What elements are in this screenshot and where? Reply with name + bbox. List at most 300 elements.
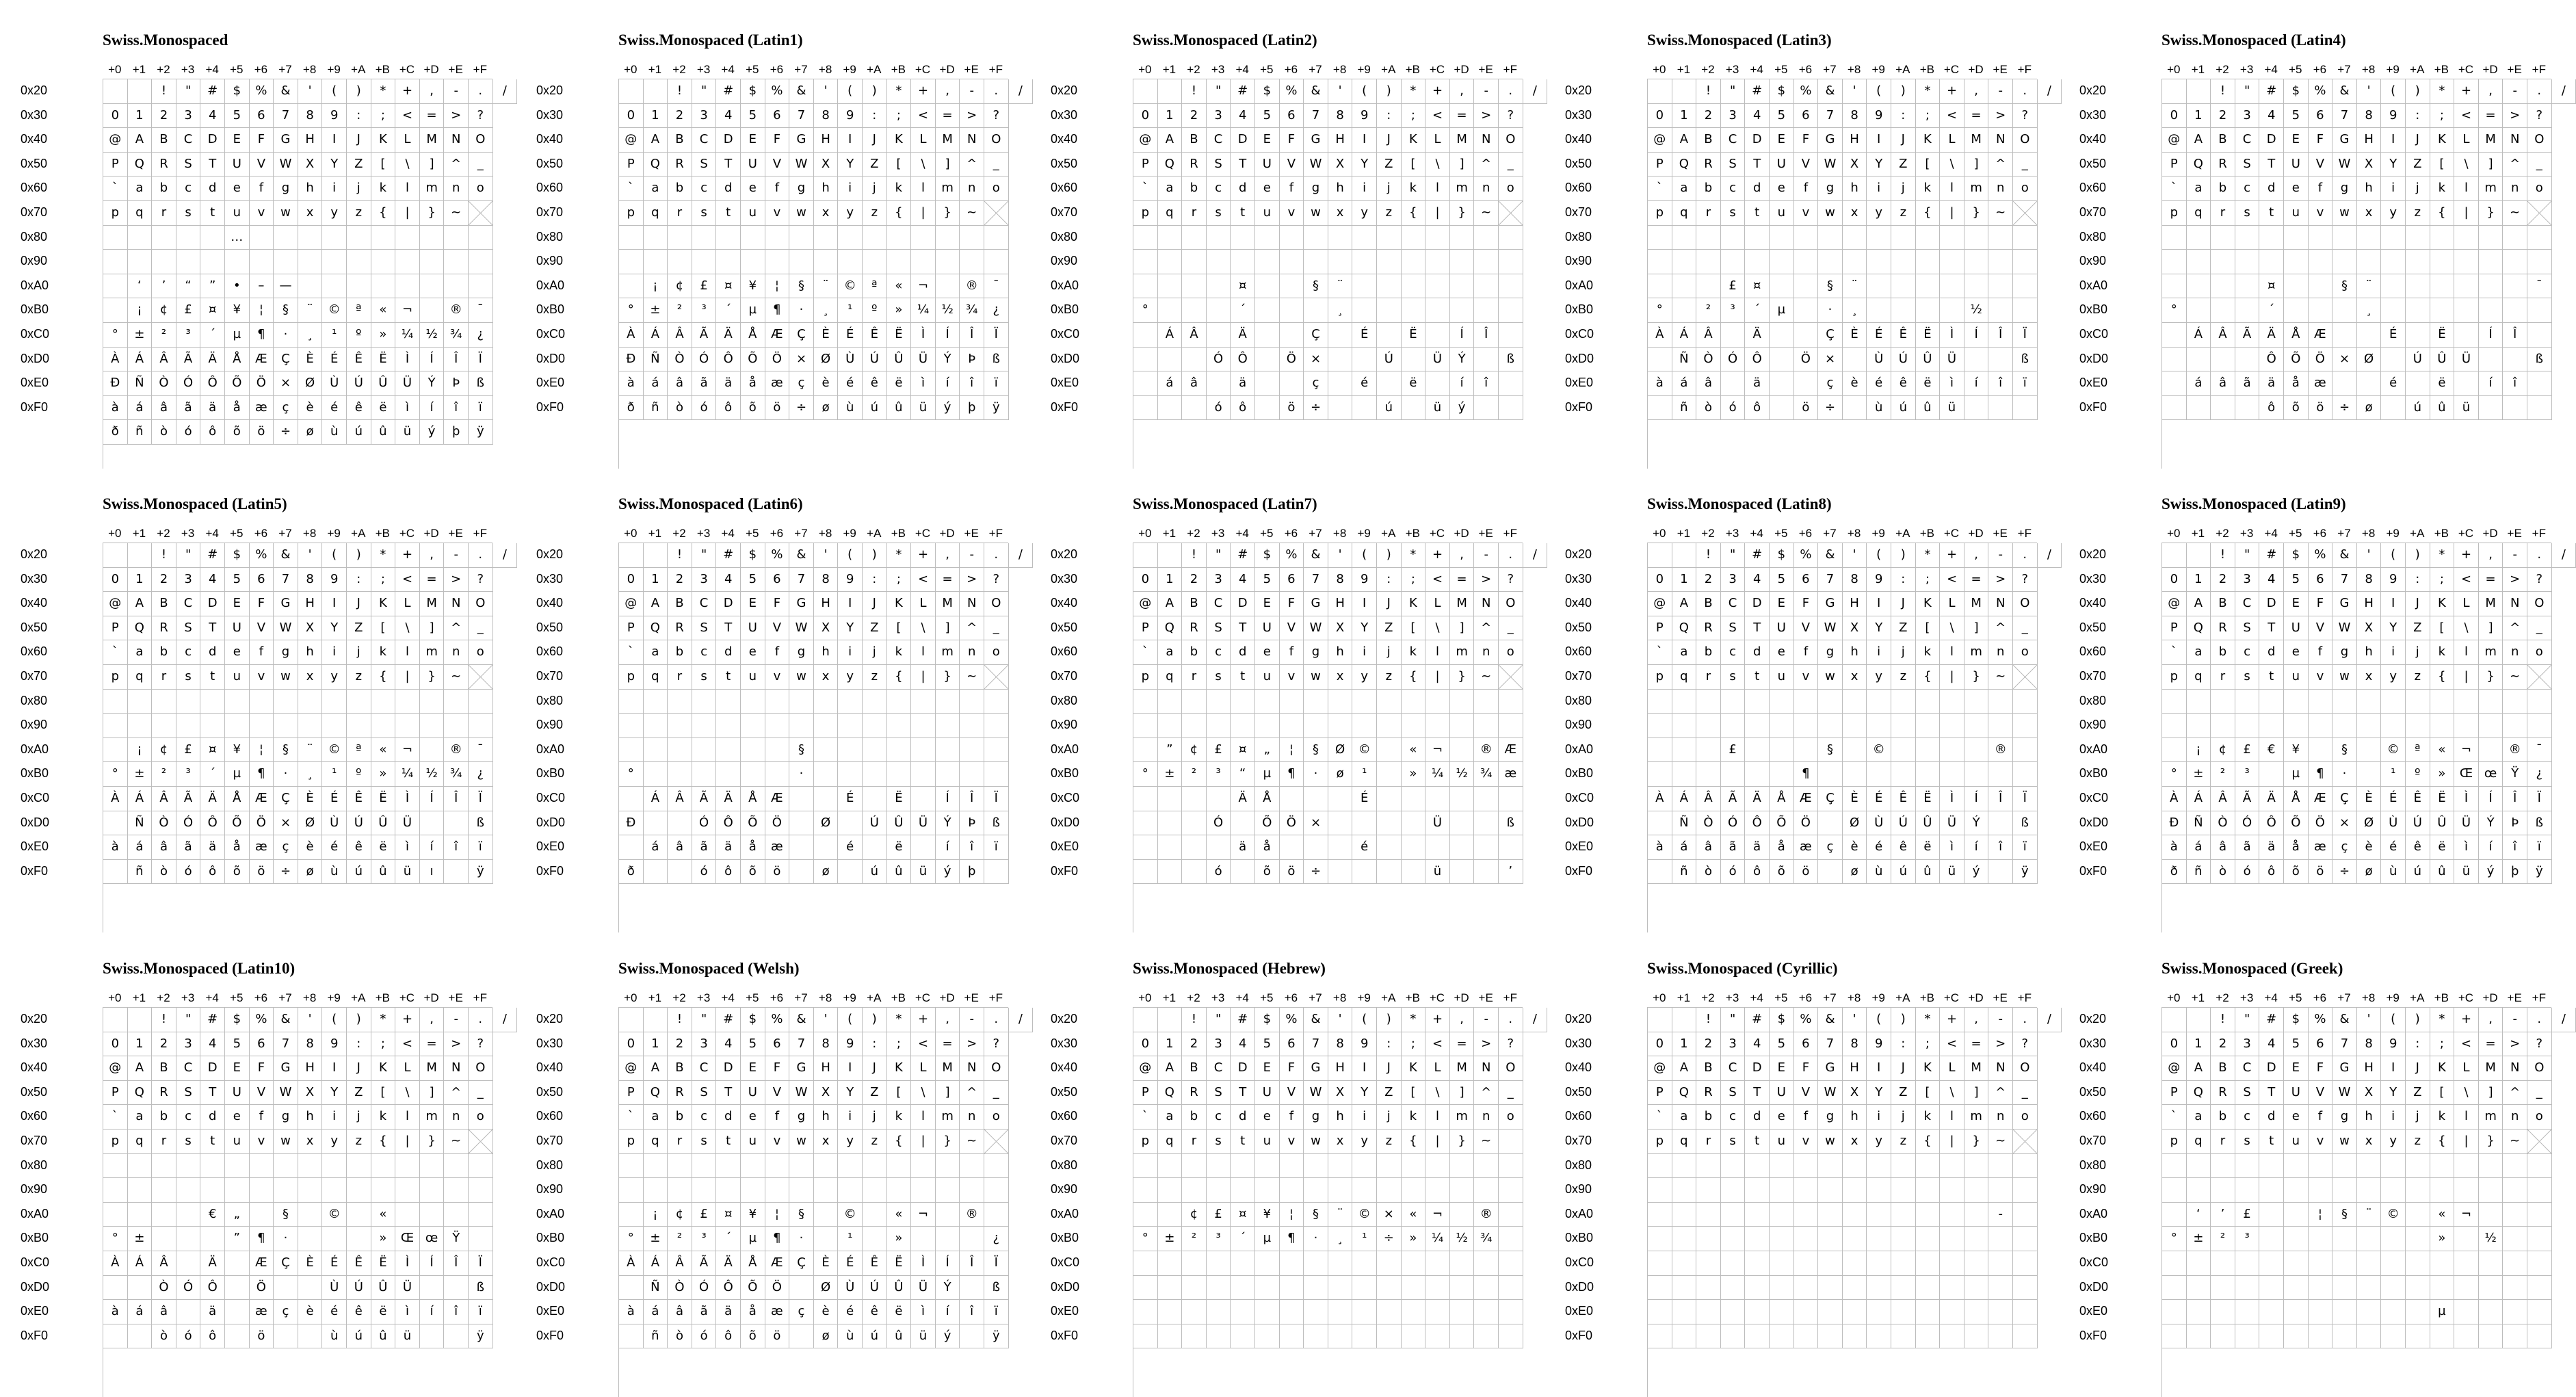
glyph-cell: · bbox=[1304, 762, 1328, 787]
glyph-cell bbox=[1352, 811, 1377, 836]
glyph-cell: c bbox=[176, 1105, 201, 1130]
column-header: +1 bbox=[1672, 62, 1696, 77]
glyph-cell: « bbox=[2430, 1203, 2455, 1227]
column-header: +7 bbox=[1817, 526, 1842, 541]
glyph-cell bbox=[1940, 274, 1964, 299]
glyph-cell bbox=[298, 226, 323, 250]
glyph-cell bbox=[1133, 787, 1158, 811]
glyph-cell bbox=[1988, 811, 2013, 836]
glyph-cell: { bbox=[1402, 201, 1426, 226]
glyph-cell: > bbox=[444, 104, 469, 129]
glyph-cell: P bbox=[2162, 1081, 2187, 1106]
glyph-cell: L bbox=[1425, 128, 1450, 153]
glyph-cell: g bbox=[1818, 177, 1843, 201]
glyph-cell: X bbox=[2357, 1081, 2382, 1106]
glyph-cell: s bbox=[1207, 201, 1231, 226]
row-label: 0x80 bbox=[536, 1153, 615, 1178]
glyph-grid bbox=[1133, 1007, 1523, 1397]
glyph-cell bbox=[1964, 1154, 1989, 1179]
glyph-cell bbox=[1648, 1251, 1672, 1276]
glyph-cell: b bbox=[668, 1105, 692, 1130]
column-header: +8 bbox=[1328, 991, 1352, 1006]
glyph-cell: Z bbox=[347, 153, 371, 177]
glyph-cell bbox=[128, 1008, 153, 1032]
row-label: 0x60 bbox=[1565, 1104, 1644, 1129]
glyph-cell: í bbox=[936, 835, 960, 860]
glyph-cell bbox=[960, 1324, 984, 1349]
glyph-cell: J bbox=[2406, 128, 2430, 153]
glyph-cell: & bbox=[2332, 79, 2357, 104]
glyph-cell: q bbox=[1672, 201, 1697, 226]
glyph-cell bbox=[250, 1203, 274, 1227]
glyph-cell bbox=[1450, 298, 1475, 323]
glyph-cell: ? bbox=[2527, 1032, 2552, 1057]
glyph-cell: ' bbox=[814, 1008, 839, 1032]
glyph-cell: Æ bbox=[765, 787, 790, 811]
glyph-cell bbox=[1721, 690, 1746, 714]
column-header: +1 bbox=[2186, 62, 2211, 77]
glyph-cell: m bbox=[1450, 640, 1475, 665]
glyph-cell: d bbox=[1745, 640, 1770, 665]
glyph-cell: r bbox=[668, 1130, 692, 1154]
glyph-cell: Ü bbox=[911, 811, 936, 836]
glyph-cell: Ì bbox=[395, 787, 420, 811]
glyph-cell bbox=[395, 1178, 420, 1203]
glyph-cell: C bbox=[2235, 1056, 2260, 1081]
glyph-cell: N bbox=[1988, 1056, 2013, 1081]
glyph-cell bbox=[1280, 690, 1304, 714]
glyph-cell: ¡ bbox=[644, 1203, 668, 1227]
glyph-cell: ° bbox=[103, 323, 128, 348]
table-title: Swiss.Monospaced bbox=[103, 31, 228, 50]
glyph-cell: ÷ bbox=[789, 396, 814, 421]
glyph-cell: ß bbox=[984, 811, 1009, 836]
glyph-cell bbox=[2357, 738, 2382, 763]
row-label: 0x30 bbox=[1565, 1032, 1644, 1056]
glyph-cell: q bbox=[128, 665, 153, 690]
row-label: 0x40 bbox=[2079, 1056, 2158, 1080]
glyph-cell: 1 bbox=[2187, 568, 2211, 592]
glyph-cell: Ñ bbox=[1672, 348, 1697, 372]
glyph-cell bbox=[1721, 1154, 1746, 1179]
glyph-cell: * bbox=[2430, 79, 2455, 104]
glyph-cell: l bbox=[395, 640, 420, 665]
glyph-cell bbox=[2211, 1276, 2235, 1301]
glyph-cell bbox=[1721, 762, 1746, 787]
glyph-cell: ½ bbox=[936, 298, 960, 323]
glyph-cell: ì bbox=[2454, 835, 2479, 860]
glyph-cell: ¢ bbox=[152, 298, 176, 323]
glyph-cell: õ bbox=[2284, 860, 2309, 885]
glyph-cell bbox=[984, 1203, 1009, 1227]
glyph-cell bbox=[1648, 762, 1672, 787]
glyph-cell: F bbox=[765, 128, 790, 153]
glyph-cell: 0 bbox=[1133, 568, 1158, 592]
row-label: 0xE0 bbox=[1051, 835, 1129, 859]
column-header: +D bbox=[419, 991, 444, 1006]
glyph-cell: ä bbox=[716, 1300, 741, 1324]
glyph-cell: . bbox=[984, 1008, 1009, 1032]
glyph-cell bbox=[1648, 1178, 1672, 1203]
row-label: 0x80 bbox=[1051, 1153, 1129, 1178]
glyph-cell: 4 bbox=[200, 104, 225, 129]
glyph-cell: < bbox=[1940, 1032, 1964, 1057]
glyph-cell bbox=[1231, 1276, 1255, 1301]
glyph-cell bbox=[668, 690, 692, 714]
glyph-cell: 0 bbox=[1648, 104, 1672, 129]
glyph-cell bbox=[1450, 1300, 1475, 1324]
glyph-cell bbox=[2309, 1276, 2333, 1301]
column-header: +7 bbox=[1817, 991, 1842, 1006]
glyph-cell: 0 bbox=[619, 1032, 644, 1057]
glyph-cell: D bbox=[2259, 128, 2284, 153]
glyph-cell: b bbox=[2211, 640, 2235, 665]
glyph-cell bbox=[1770, 1300, 1794, 1324]
glyph-table bbox=[2079, 495, 2545, 919]
glyph-cell: _ bbox=[984, 153, 1009, 177]
column-header: +0 bbox=[618, 526, 643, 541]
glyph-cell bbox=[960, 690, 984, 714]
glyph-cell: [ bbox=[371, 153, 396, 177]
glyph-cell bbox=[1940, 738, 1964, 763]
glyph-cell bbox=[1843, 690, 1867, 714]
glyph-cell: { bbox=[1916, 201, 1941, 226]
glyph-cell bbox=[1450, 274, 1475, 299]
glyph-cell: T bbox=[716, 616, 741, 641]
glyph-cell: W bbox=[2332, 153, 2357, 177]
glyph-cell bbox=[2259, 1324, 2284, 1349]
glyph-cell bbox=[2454, 226, 2479, 250]
glyph-cell: q bbox=[1158, 1130, 1183, 1154]
glyph-cell bbox=[1425, 371, 1450, 396]
glyph-cell: 5 bbox=[2284, 104, 2309, 129]
glyph-cell: h bbox=[814, 177, 839, 201]
glyph-cell: 2 bbox=[1696, 104, 1721, 129]
glyph-cell: o bbox=[1499, 177, 1523, 201]
glyph-cell: u bbox=[741, 1130, 765, 1154]
glyph-cell: 6 bbox=[1280, 104, 1304, 129]
glyph-cell bbox=[1843, 762, 1867, 787]
glyph-cell: Ó bbox=[1721, 811, 1746, 836]
glyph-table bbox=[536, 959, 1001, 1383]
glyph-cell: ^ bbox=[444, 616, 469, 641]
glyph-cell: ? bbox=[984, 1032, 1009, 1057]
glyph-cell: Ä bbox=[200, 348, 225, 372]
glyph-cell: ù bbox=[322, 860, 347, 885]
column-header: +B bbox=[1915, 526, 1940, 541]
glyph-cell: + bbox=[395, 1008, 420, 1032]
glyph-cell: ; bbox=[371, 104, 396, 129]
glyph-cell bbox=[863, 835, 887, 860]
glyph-cell bbox=[765, 1154, 790, 1179]
glyph-cell bbox=[619, 226, 644, 250]
glyph-cell bbox=[1818, 1178, 1843, 1203]
glyph-cell: Z bbox=[863, 1081, 887, 1106]
column-header: +A bbox=[1376, 62, 1401, 77]
row-label: 0xD0 bbox=[2079, 1275, 2158, 1300]
glyph-cell bbox=[128, 1324, 153, 1349]
glyph-cell: º bbox=[347, 323, 371, 348]
glyph-cell bbox=[2454, 1227, 2479, 1251]
glyph-cell bbox=[1843, 1178, 1867, 1203]
column-header: +5 bbox=[2283, 526, 2308, 541]
glyph-cell: Ï bbox=[984, 787, 1009, 811]
glyph-cell: ÷ bbox=[274, 860, 298, 885]
glyph-cell bbox=[2235, 396, 2260, 421]
glyph-cell bbox=[2332, 1178, 2357, 1203]
glyph-cell: _ bbox=[1499, 616, 1523, 641]
glyph-cell: ^ bbox=[2503, 153, 2527, 177]
row-label: 0x20 bbox=[21, 543, 99, 567]
glyph-cell: I bbox=[1352, 128, 1377, 153]
glyph-cell: ß bbox=[2527, 348, 2552, 372]
glyph-cell bbox=[1818, 1276, 1843, 1301]
glyph-cell bbox=[1964, 690, 1989, 714]
glyph-cell bbox=[887, 690, 912, 714]
glyph-cell: f bbox=[2309, 177, 2333, 201]
glyph-cell: ¢ bbox=[2211, 738, 2235, 763]
glyph-cell: ! bbox=[668, 543, 692, 568]
glyph-cell: | bbox=[2454, 1130, 2479, 1154]
glyph-cell: · bbox=[789, 762, 814, 787]
glyph-cell: k bbox=[1402, 177, 1426, 201]
glyph-cell: Æ bbox=[2309, 323, 2333, 348]
glyph-cell: þ bbox=[2503, 860, 2527, 885]
column-header: +0 bbox=[618, 991, 643, 1006]
glyph-cell: Z bbox=[1891, 1081, 1916, 1106]
glyph-cell: » bbox=[887, 298, 912, 323]
glyph-cell: } bbox=[936, 1130, 960, 1154]
glyph-cell: [ bbox=[371, 1081, 396, 1106]
glyph-cell bbox=[1916, 690, 1941, 714]
column-header: +4 bbox=[1230, 62, 1254, 77]
glyph-cell bbox=[668, 1178, 692, 1203]
glyph-cell bbox=[128, 1276, 153, 1301]
column-header: +F bbox=[984, 991, 1008, 1006]
glyph-cell: * bbox=[1402, 543, 1426, 568]
glyph-cell: â bbox=[1182, 371, 1207, 396]
glyph-cell bbox=[2013, 1251, 2038, 1276]
glyph-cell: N bbox=[444, 128, 469, 153]
row-label: 0x40 bbox=[2079, 127, 2158, 152]
glyph-cell bbox=[1377, 811, 1402, 836]
glyph-cell bbox=[469, 1203, 493, 1227]
glyph-cell bbox=[1474, 1178, 1499, 1203]
glyph-cell: Ô bbox=[200, 1276, 225, 1301]
glyph-cell: r bbox=[152, 665, 176, 690]
glyph-cell: ¾ bbox=[444, 323, 469, 348]
glyph-cell: q bbox=[128, 1130, 153, 1154]
glyph-cell: / bbox=[2552, 79, 2576, 104]
glyph-cell: 6 bbox=[765, 1032, 790, 1057]
glyph-cell: E bbox=[2284, 592, 2309, 616]
glyph-cell bbox=[1940, 226, 1964, 250]
glyph-cell bbox=[2162, 1008, 2187, 1032]
glyph-cell bbox=[1474, 811, 1499, 836]
glyph-cell: ñ bbox=[128, 860, 153, 885]
glyph-cell: ¤ bbox=[716, 1203, 741, 1227]
glyph-cell bbox=[152, 1154, 176, 1179]
glyph-cell: * bbox=[887, 543, 912, 568]
glyph-cell bbox=[1648, 1324, 1672, 1349]
glyph-cell: E bbox=[2284, 1056, 2309, 1081]
glyph-cell: ¹ bbox=[1352, 1227, 1377, 1251]
row-label: 0xC0 bbox=[21, 1251, 99, 1275]
glyph-cell bbox=[2527, 226, 2552, 250]
glyph-cell: ¼ bbox=[1425, 762, 1450, 787]
glyph-cell: < bbox=[2454, 1032, 2479, 1057]
glyph-cell: $ bbox=[2284, 543, 2309, 568]
column-header: +2 bbox=[2210, 526, 2235, 541]
glyph-cell bbox=[2454, 690, 2479, 714]
column-header: +E bbox=[1988, 62, 2012, 77]
glyph-cell bbox=[960, 1227, 984, 1251]
glyph-cell bbox=[2479, 298, 2503, 323]
glyph-cell: n bbox=[1474, 640, 1499, 665]
glyph-cell: § bbox=[1304, 738, 1328, 763]
glyph-cell: H bbox=[2357, 592, 2382, 616]
glyph-cell bbox=[1377, 714, 1402, 738]
glyph-cell bbox=[1867, 1251, 1891, 1276]
glyph-cell: g bbox=[1818, 640, 1843, 665]
row-label: 0x90 bbox=[536, 1177, 615, 1202]
glyph-cell bbox=[2309, 1154, 2333, 1179]
glyph-cell: D bbox=[1231, 592, 1255, 616]
row-label: 0xE0 bbox=[536, 1299, 615, 1324]
glyph-cell: 5 bbox=[1770, 104, 1794, 129]
glyph-cell: µ bbox=[2284, 762, 2309, 787]
glyph-cell: Ü bbox=[911, 348, 936, 372]
glyph-cell bbox=[1745, 1276, 1770, 1301]
glyph-cell: H bbox=[1328, 1056, 1353, 1081]
glyph-cell bbox=[1721, 714, 1746, 738]
glyph-cell bbox=[936, 274, 960, 299]
glyph-cell bbox=[2013, 201, 2038, 226]
row-label: 0x70 bbox=[21, 664, 99, 689]
row-label: 0x50 bbox=[536, 152, 615, 177]
glyph-cell: Y bbox=[1867, 1081, 1891, 1106]
glyph-cell: @ bbox=[103, 128, 128, 153]
glyph-cell: Ú bbox=[1891, 811, 1916, 836]
row-label: 0xF0 bbox=[1565, 1324, 1644, 1348]
glyph-cell bbox=[1182, 348, 1207, 372]
glyph-cell: ë bbox=[1916, 371, 1941, 396]
glyph-cell: / bbox=[1009, 79, 1034, 104]
glyph-cell: O bbox=[984, 592, 1009, 616]
glyph-cell: Ò bbox=[2211, 811, 2235, 836]
glyph-cell bbox=[1988, 762, 2013, 787]
glyph-cell: ò bbox=[1696, 396, 1721, 421]
glyph-cell bbox=[911, 226, 936, 250]
glyph-cell: o bbox=[984, 640, 1009, 665]
column-header: +C bbox=[910, 62, 935, 77]
glyph-cell: C bbox=[1207, 592, 1231, 616]
glyph-cell bbox=[2235, 274, 2260, 299]
glyph-cell bbox=[1182, 250, 1207, 274]
glyph-cell: R bbox=[2211, 1081, 2235, 1106]
glyph-cell bbox=[1794, 274, 1819, 299]
glyph-cell bbox=[741, 690, 765, 714]
glyph-cell: ’ bbox=[152, 274, 176, 299]
glyph-cell: ¤ bbox=[1745, 274, 1770, 299]
glyph-cell bbox=[1988, 1251, 2013, 1276]
glyph-cell: Ã bbox=[692, 787, 717, 811]
glyph-cell: ' bbox=[1843, 1008, 1867, 1032]
glyph-cell bbox=[1843, 1300, 1867, 1324]
glyph-cell bbox=[936, 250, 960, 274]
glyph-cell bbox=[1648, 1300, 1672, 1324]
glyph-cell bbox=[1843, 1324, 1867, 1349]
glyph-cell: ù bbox=[1867, 860, 1891, 885]
glyph-cell: ¦ bbox=[765, 1203, 790, 1227]
glyph-cell: Á bbox=[2187, 323, 2211, 348]
glyph-cell: z bbox=[347, 1130, 371, 1154]
glyph-cell bbox=[1207, 714, 1231, 738]
glyph-cell: Ä bbox=[2259, 787, 2284, 811]
glyph-cell: " bbox=[2235, 1008, 2260, 1032]
glyph-cell: N bbox=[444, 1056, 469, 1081]
glyph-cell: g bbox=[789, 1105, 814, 1130]
column-header: +7 bbox=[2332, 991, 2356, 1006]
glyph-cell: } bbox=[936, 665, 960, 690]
glyph-cell: > bbox=[1474, 1032, 1499, 1057]
glyph-cell bbox=[814, 762, 839, 787]
glyph-cell bbox=[814, 1154, 839, 1179]
glyph-cell: T bbox=[1745, 153, 1770, 177]
glyph-cell: v bbox=[765, 1130, 790, 1154]
glyph-cell: ‘ bbox=[128, 274, 153, 299]
glyph-cell bbox=[1474, 835, 1499, 860]
glyph-cell: j bbox=[347, 640, 371, 665]
glyph-cell: Õ bbox=[2284, 811, 2309, 836]
glyph-cell bbox=[322, 714, 347, 738]
glyph-cell: Á bbox=[128, 348, 153, 372]
glyph-cell bbox=[644, 250, 668, 274]
glyph-cell: o bbox=[469, 1105, 493, 1130]
glyph-cell bbox=[619, 1154, 644, 1179]
glyph-cell: R bbox=[152, 616, 176, 641]
glyph-cell: [ bbox=[371, 616, 396, 641]
column-header: +D bbox=[2478, 526, 2503, 541]
glyph-cell: j bbox=[1377, 640, 1402, 665]
column-header: +3 bbox=[1720, 526, 1745, 541]
glyph-cell bbox=[2503, 1251, 2527, 1276]
glyph-cell bbox=[1182, 1178, 1207, 1203]
glyph-cell bbox=[2527, 371, 2552, 396]
column-header: +4 bbox=[200, 62, 224, 77]
glyph-cell: ' bbox=[814, 79, 839, 104]
glyph-cell bbox=[1425, 1251, 1450, 1276]
glyph-cell: = bbox=[936, 104, 960, 129]
glyph-cell: ( bbox=[1352, 1008, 1377, 1032]
glyph-cell: ü bbox=[1940, 396, 1964, 421]
glyph-cell: « bbox=[1402, 1203, 1426, 1227]
row-label: 0x50 bbox=[536, 616, 615, 640]
glyph-cell: x bbox=[2357, 201, 2382, 226]
glyph-cell: § bbox=[1818, 274, 1843, 299]
glyph-cell: Â bbox=[1696, 323, 1721, 348]
glyph-cell: # bbox=[1231, 79, 1255, 104]
glyph-cell bbox=[176, 1203, 201, 1227]
column-header: +D bbox=[935, 526, 960, 541]
glyph-cell: 7 bbox=[789, 1032, 814, 1057]
glyph-cell: I bbox=[1867, 592, 1891, 616]
glyph-cell: L bbox=[911, 128, 936, 153]
glyph-cell: a bbox=[128, 177, 153, 201]
glyph-cell: } bbox=[936, 201, 960, 226]
glyph-cell: u bbox=[1255, 665, 1280, 690]
glyph-cell: 9 bbox=[1352, 568, 1377, 592]
